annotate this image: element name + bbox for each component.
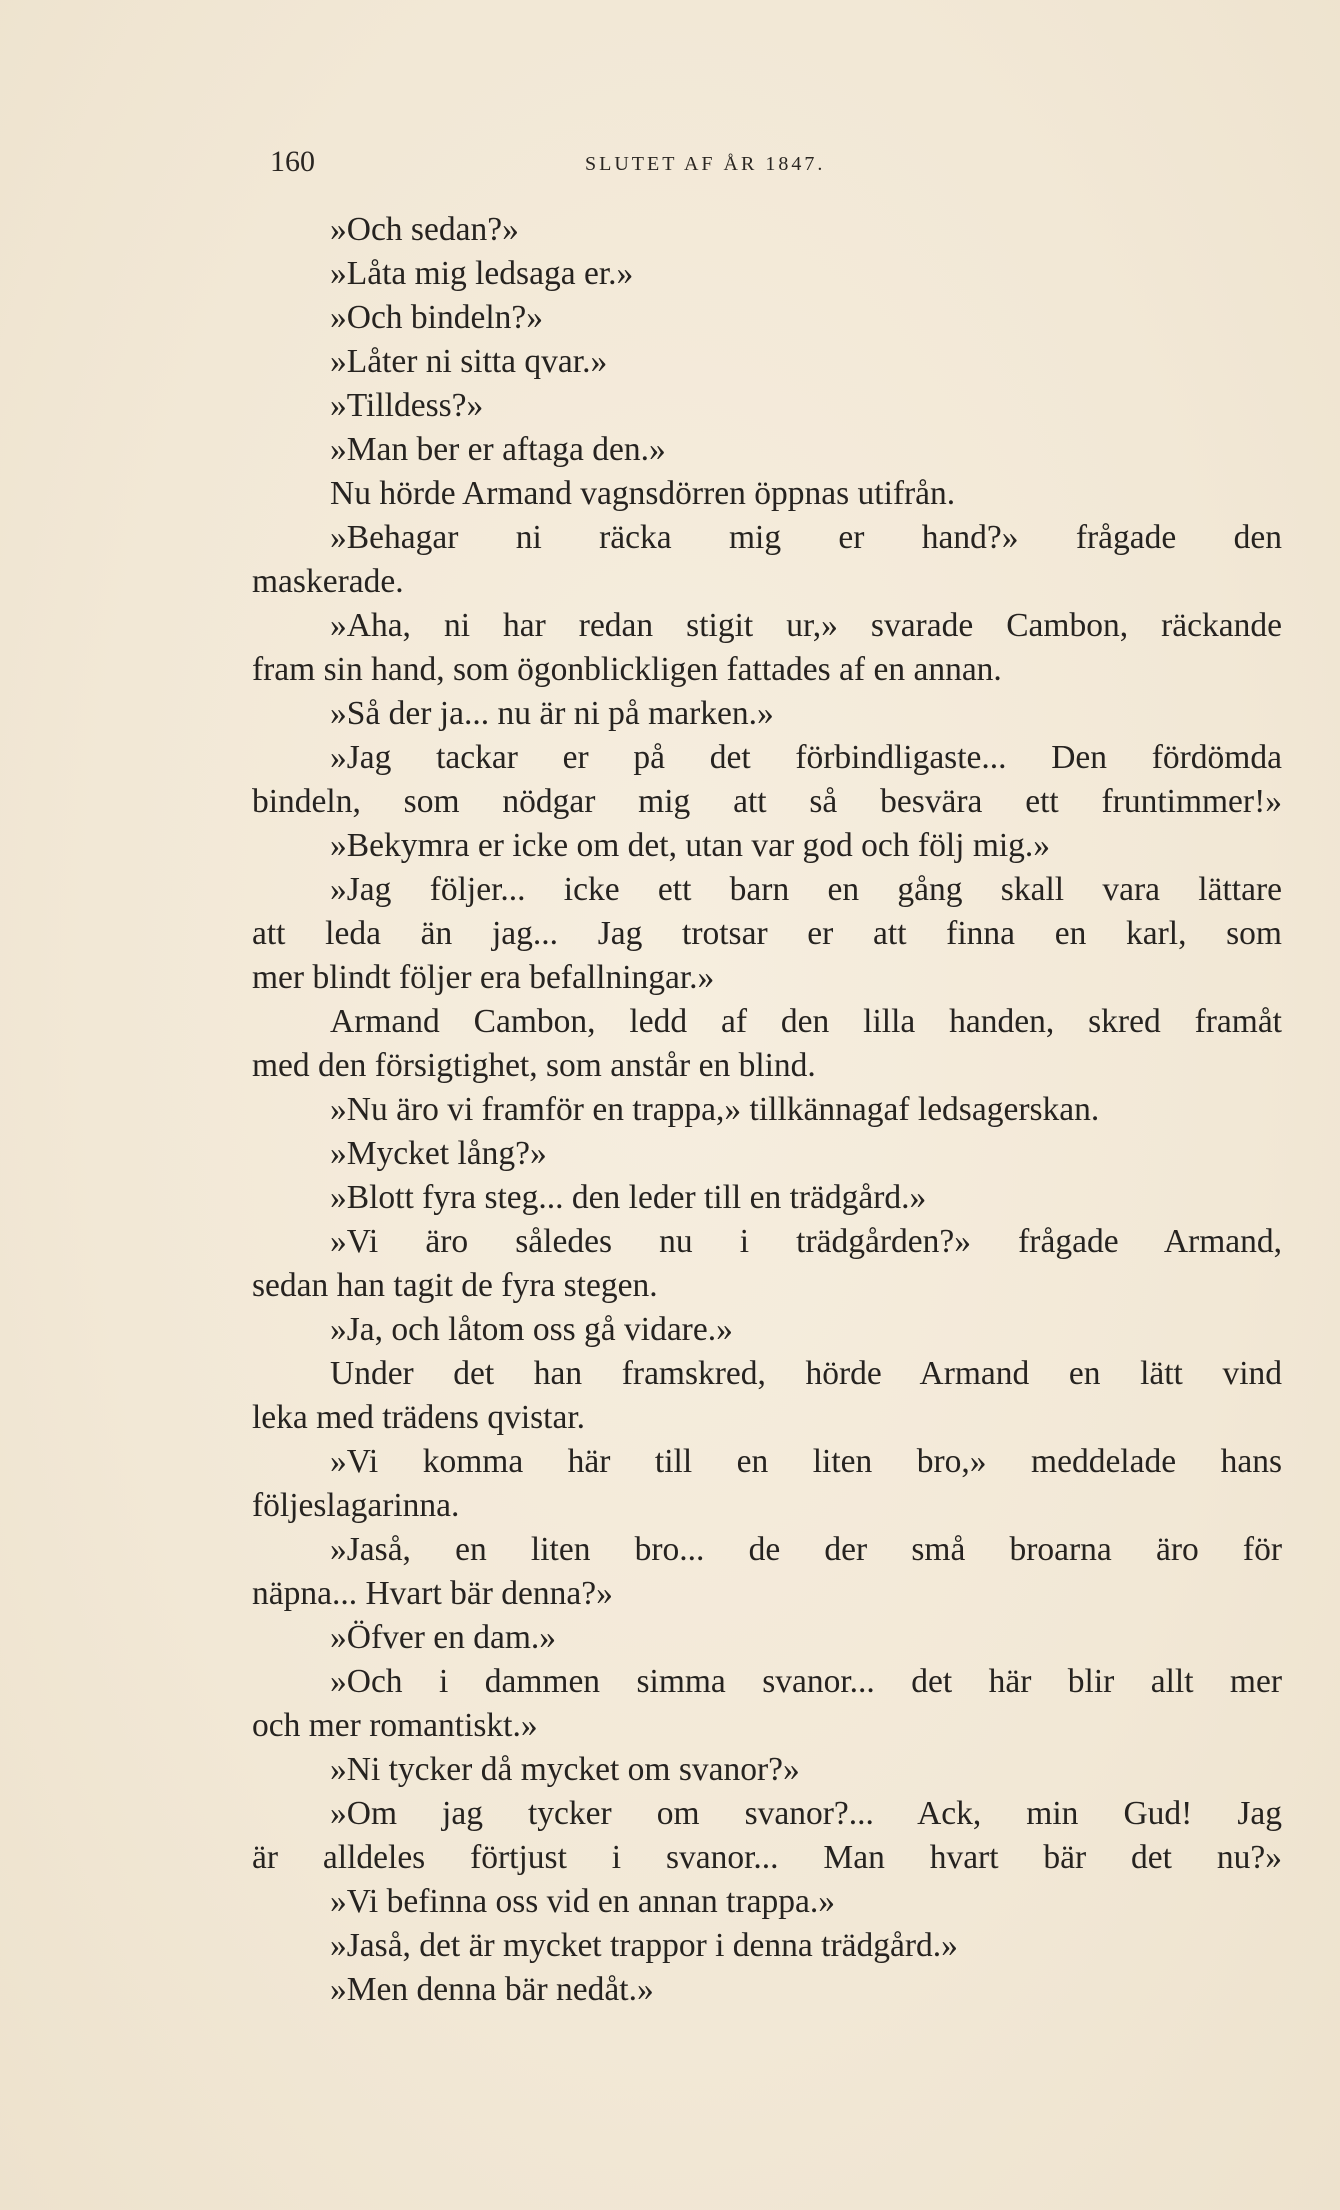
text-line: »Och bindeln?»	[330, 299, 544, 336]
text-line: »Låter ni sitta qvar.»	[330, 343, 608, 380]
text-line: mer blindt följer era befallningar.»	[252, 959, 715, 996]
text-line: »Mycket lång?»	[330, 1135, 547, 1172]
text-line: »Öfver en dam.»	[330, 1619, 557, 1656]
text-line: »Låta mig ledsaga er.»	[330, 255, 634, 292]
text-line: »Men denna bär nedåt.»	[330, 1971, 654, 2008]
text-line: »Bekymra er icke om det, utan var god och följ mig.»	[330, 827, 1051, 864]
text-line: sedan han tagit de fyra stegen.	[252, 1267, 658, 1304]
text-line: »Om jag tycker om svanor?... Ack, min Gud! Jag	[330, 1795, 1282, 1832]
text-line: »Jaså, det är mycket trappor i denna trädgård.»	[330, 1927, 958, 1964]
text-line: följeslagarinna.	[252, 1487, 460, 1524]
text-line: »Och sedan?»	[330, 211, 519, 248]
text-line: och mer romantiskt.»	[252, 1707, 538, 1744]
text-line: leka med trädens qvistar.	[252, 1399, 586, 1436]
text-line: »Jaså, en liten bro... de der små broarna äro för	[330, 1531, 1282, 1568]
page-header	[270, 145, 920, 185]
text-line: »Ni tycker då mycket om svanor?»	[330, 1751, 800, 1788]
text-line: »Aha, ni har redan stigit ur,» svarade Cambon, räckande	[330, 607, 1282, 644]
text-line: »Och i dammen simma svanor... det här blir allt mer	[330, 1663, 1282, 1700]
running-head: SLUTET AF ÅR 1847.	[585, 153, 826, 175]
text-line: »Ja, och låtom oss gå vidare.»	[330, 1311, 733, 1348]
text-line: »Nu äro vi framför en trappa,» tillkännagaf ledsagerskan.	[330, 1091, 1100, 1128]
text-line: fram sin hand, som ögonblickligen fattades af en annan.	[252, 651, 1002, 688]
text-line: maskerade.	[252, 563, 404, 600]
text-line: med den försigtighet, som anstår en blind.	[252, 1047, 816, 1084]
text-line: »Vi befinna oss vid en annan trappa.»	[330, 1883, 836, 1920]
text-line: »Blott fyra steg... den leder till en trädgård.»	[330, 1179, 927, 1216]
text-line: Under det han framskred, hörde Armand en lätt vind	[330, 1355, 1282, 1392]
text-line: Nu hörde Armand vagnsdörren öppnas utifrån.	[330, 475, 956, 512]
text-line: »Så der ja... nu är ni på marken.»	[330, 695, 774, 732]
text-line: »Jag tackar er på det förbindligaste... Den fördömda	[330, 739, 1282, 776]
text-line: är alldeles förtjust i svanor... Man hvart bär det nu?»	[252, 1839, 1282, 1876]
page-number: 160	[270, 145, 315, 178]
text-line: »Jag följer... icke ett barn en gång skall vara lättare	[330, 871, 1282, 908]
text-line: »Behagar ni räcka mig er hand?» frågade den	[330, 519, 1282, 556]
text-line: »Tilldess?»	[330, 387, 484, 424]
text-line: »Vi äro således nu i trädgården?» frågade Armand,	[330, 1223, 1282, 1260]
text-line: bindeln, som nödgar mig att så besvära ett fruntimmer!»	[252, 783, 1282, 820]
text-line: näpna... Hvart bär denna?»	[252, 1575, 613, 1612]
text-line: »Man ber er aftaga den.»	[330, 431, 666, 468]
text-line: att leda än jag... Jag trotsar er att finna en karl, som	[252, 915, 1282, 952]
text-line: Armand Cambon, ledd af den lilla handen, skred framåt	[330, 1003, 1282, 1040]
text-line: »Vi komma här till en liten bro,» meddelade hans	[330, 1443, 1282, 1480]
body-text	[252, 208, 1282, 2012]
